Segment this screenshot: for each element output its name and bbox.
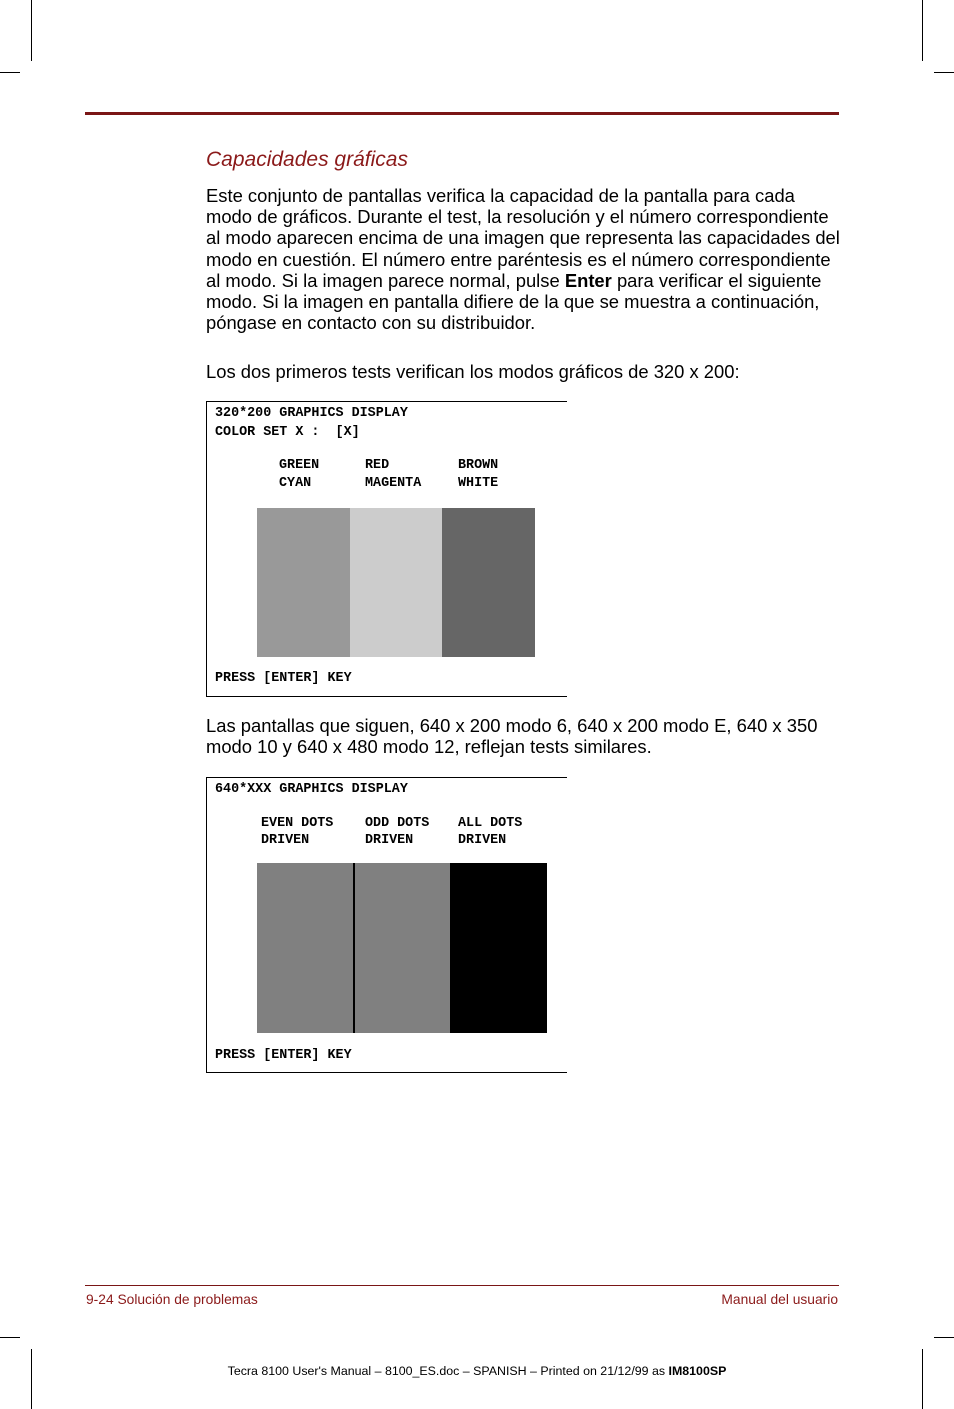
section-title: Capacidades gráficas	[206, 148, 408, 171]
intro-paragraph	[206, 185, 840, 333]
print-info-text: Tecra 8100 User's Manual – 8100_ES.doc – SPANISH – Printed on 21/12/99 as	[227, 1364, 669, 1378]
print-info-code: IM8100SP	[668, 1364, 727, 1378]
color-bar-3	[442, 508, 535, 657]
footer-right: Manual del usuario	[721, 1292, 838, 1307]
footer-rule	[85, 1285, 839, 1286]
intro-text-before: Este conjunto de pantallas verifica la capacidad de la pantalla para cada modo de gráficos. Durante el test, la resolución y el número correspondiente al modo aparecen encima de una imagen que representa las capacidades del modo en cuestión. El número entre paréntesis es el número correspondiente al modo. Si la imagen parece normal, pulse	[206, 185, 840, 291]
crop-mark	[31, 0, 32, 61]
color-bar-2	[350, 508, 442, 657]
graphics-screen-640	[206, 777, 567, 1073]
footer-left: 9-24 Solución de problemas	[86, 1292, 258, 1307]
enter-key-label: Enter	[564, 269, 612, 291]
graphics-screen-320	[206, 401, 567, 697]
dots-label-bottom: DRIVEN	[458, 833, 507, 848]
crop-mark	[0, 1337, 20, 1338]
crop-mark	[934, 72, 954, 73]
color-label-bottom: CYAN	[279, 476, 312, 491]
dots-bar-2	[355, 863, 450, 1033]
crop-mark	[922, 0, 923, 61]
color-label-bottom: WHITE	[458, 476, 499, 491]
dots-bar-3	[450, 863, 547, 1033]
dots-label-bottom: DRIVEN	[261, 833, 310, 848]
crop-mark	[31, 1349, 32, 1409]
color-label-top: RED	[365, 458, 390, 473]
screen2-title: 640*XXX GRAPHICS DISPLAY	[215, 782, 408, 797]
color-label-top: BROWN	[458, 458, 499, 473]
similar-tests-paragraph: Las pantallas que siguen, 640 x 200 modo 6, 640 x 200 modo E, 640 x 350 modo 10 y 640 x 480 modo 12, reflejan tests similares.	[206, 715, 818, 758]
dots-label-top: ALL DOTS	[458, 816, 523, 831]
dots-label-top: EVEN DOTS	[261, 816, 334, 831]
intro-text-after: para verificar el siguiente modo. Si la imagen en pantalla difiere de la que se muestra a continuación, póngase en contacto con su distribuidor.	[206, 269, 822, 334]
first-tests-paragraph: Los dos primeros tests verifican los modos gráficos de 320 x 200:	[206, 361, 740, 382]
dots-label-top: ODD DOTS	[365, 816, 430, 831]
crop-mark	[922, 1349, 923, 1409]
color-bar-1	[257, 508, 350, 657]
color-label-bottom: MAGENTA	[365, 476, 422, 491]
dots-bar-1	[257, 863, 353, 1033]
screen1-prompt: PRESS [ENTER] KEY	[215, 671, 352, 686]
screen2-prompt: PRESS [ENTER] KEY	[215, 1048, 352, 1063]
crop-mark	[0, 72, 20, 73]
crop-mark	[934, 1337, 954, 1338]
screen1-color-set: COLOR SET X : [X]	[215, 425, 360, 440]
color-label-top: GREEN	[279, 458, 320, 473]
screen1-title: 320*200 GRAPHICS DISPLAY	[215, 406, 408, 421]
header-rule	[85, 112, 839, 115]
dots-label-bottom: DRIVEN	[365, 833, 414, 848]
print-info	[0, 1364, 954, 1378]
